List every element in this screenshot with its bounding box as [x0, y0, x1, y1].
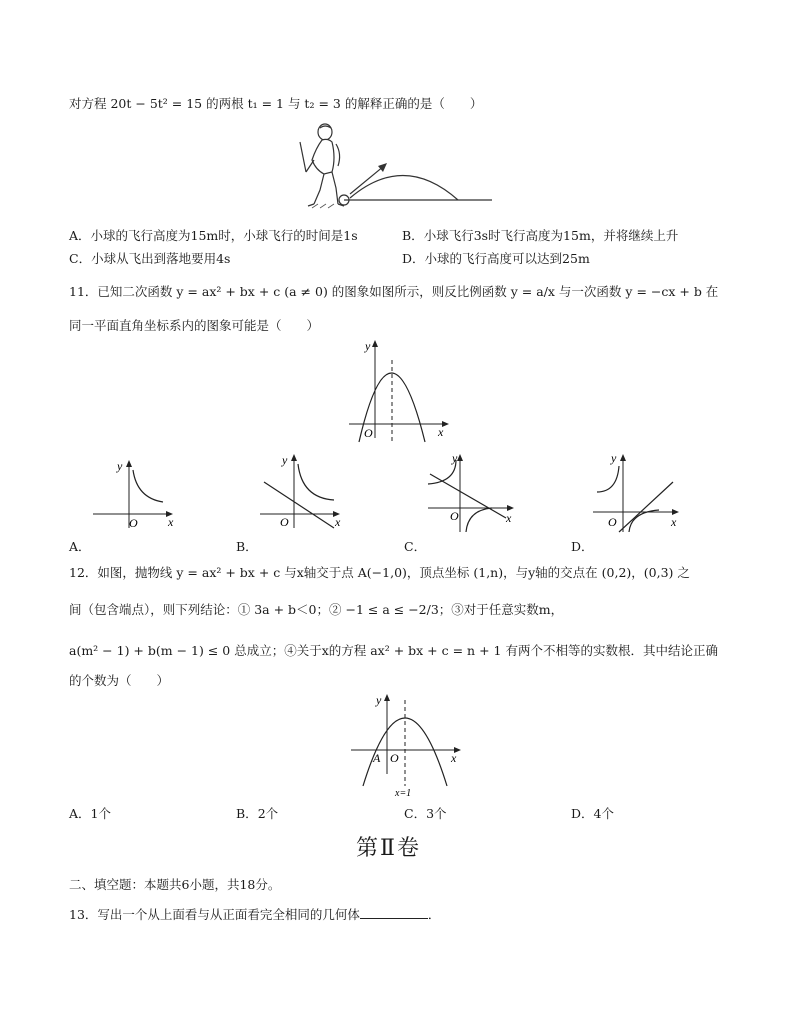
q13-answer-blank[interactable] — [360, 906, 428, 919]
q12-line4: 的个数为（ ） — [69, 673, 170, 688]
symmetry-axis-label: x=1 — [395, 788, 412, 798]
svg-text:x: x — [168, 515, 174, 529]
linear-line — [264, 482, 334, 528]
q12-option-a[interactable]: A．1个 — [69, 806, 111, 821]
y-arrow-icon — [372, 340, 378, 347]
svg-text:x: x — [335, 515, 341, 529]
arrowhead-icon — [378, 163, 387, 172]
golfer-figure — [300, 124, 344, 206]
svg-text:y: y — [282, 453, 288, 467]
q11-parabola-figure — [345, 338, 455, 446]
svg-text:y: y — [117, 459, 123, 473]
q11-graph-b[interactable] — [260, 452, 348, 530]
ball-trajectory — [350, 175, 458, 200]
q12-option-b[interactable]: B．2个 — [236, 806, 279, 821]
q11-stem-line1: 11．已知二次函数 y = ax² + bx + c (a ≠ 0) 的图象如图所示，则反比例函数 y = a/x 与一次函数 y = −cx + b 在 — [69, 284, 719, 299]
svg-text:y: y — [452, 452, 458, 465]
ground-hatch — [312, 204, 334, 208]
q10-stem: 对方程 20t − 5t² = 15 的两根 t₁ = 1 与 t₂ = 3 的解释正确的是（ ） — [69, 96, 483, 111]
q11-option-c[interactable]: C． — [404, 539, 427, 554]
q11-graph-a[interactable] — [93, 458, 181, 530]
q11-stem-line2: 同一平面直角坐标系内的图象可能是（ ） — [69, 318, 320, 333]
linear-line — [619, 482, 673, 532]
point-a-label: A — [373, 751, 381, 765]
y-label: y — [365, 339, 371, 353]
q10-option-b[interactable]: B．小球飞行3s时飞行高度为15m，并将继续上升 — [402, 228, 679, 243]
q10-option-d[interactable]: D．小球的飞行高度可以达到25m — [402, 251, 590, 266]
hyperbola-branch-right — [466, 508, 492, 532]
q12-parabola-figure — [347, 690, 467, 798]
x-label: x — [438, 425, 444, 439]
q13-text: 13．写出一个从上面看与从正面看完全相同的几何体 ． — [69, 907, 441, 922]
q11-option-b[interactable]: B． — [236, 539, 258, 554]
q12-line1: 12．如图，抛物线 y = ax² + bx + c 与x轴交于点 A(−1,0)，顶点坐标 (1,n)，与y轴的交点在 (0,2)，(0,3) 之 — [69, 565, 690, 580]
section-title: 第Ⅱ卷 — [356, 836, 421, 861]
q11-graph-c[interactable] — [426, 452, 518, 534]
q12-line3: a(m² − 1) + b(m − 1) ≤ 0 总成立；④关于x的方程 ax² + bx + c = n + 1 有两个不相等的实数根．其中结论正确 — [69, 643, 718, 658]
hyperbola-branch — [133, 470, 163, 502]
hyperbola-branch — [298, 464, 334, 500]
svg-text:O: O — [280, 515, 289, 529]
origin-label: O — [390, 751, 399, 765]
q10-option-c[interactable]: C．小球从飞出到落地要用4s — [69, 251, 231, 266]
q11-option-a[interactable]: A． — [69, 539, 91, 554]
x-label: x — [451, 751, 457, 765]
q11-graph-d[interactable] — [593, 452, 685, 534]
part2-heading: 二、填空题：本题共6小题，共18分。 — [69, 877, 281, 892]
hyperbola-branch-left — [597, 466, 619, 492]
linear-line — [430, 474, 506, 518]
y-arrow-icon — [384, 694, 390, 701]
q12-option-c[interactable]: C．3个 — [404, 806, 447, 821]
svg-text:x: x — [671, 515, 677, 529]
origin-label: O — [364, 426, 373, 440]
y-label: y — [376, 693, 382, 707]
svg-text:y: y — [611, 452, 617, 465]
svg-text:O: O — [129, 516, 138, 530]
svg-text:O: O — [450, 509, 459, 523]
golf-illustration — [292, 120, 498, 214]
q12-line2: 间（包含端点），则下列结论：① 3a + b＜0；② −1 ≤ a ≤ −2/3；③对于任意实数m， — [69, 602, 564, 617]
q10-option-a[interactable]: A．小球的飞行高度为15m时，小球飞行的时间是1s — [69, 228, 358, 243]
svg-text:x: x — [506, 511, 512, 525]
svg-text:O: O — [608, 515, 617, 529]
hyperbola-branch-right — [629, 510, 659, 532]
q12-option-d[interactable]: D．4个 — [571, 806, 614, 821]
q11-option-d[interactable]: D． — [571, 539, 594, 554]
